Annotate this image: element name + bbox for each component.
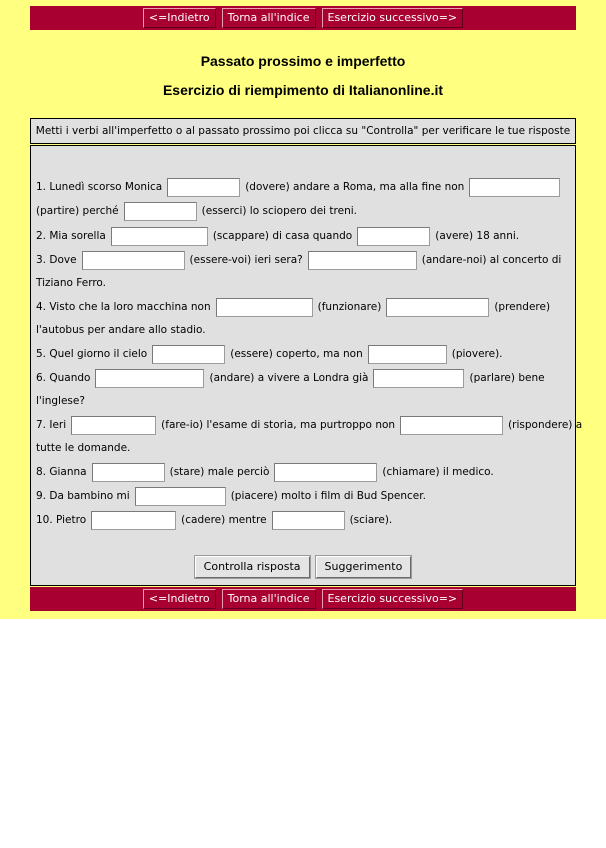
answer-3a-input[interactable] bbox=[82, 251, 185, 270]
answer-1c-input[interactable] bbox=[124, 202, 197, 221]
answer-6b-input[interactable] bbox=[373, 369, 464, 388]
sentence-6-line-2 bbox=[36, 390, 85, 412]
sentence-text: 2. Mia sorella bbox=[36, 230, 106, 242]
answer-8a-input[interactable] bbox=[92, 463, 165, 482]
sentence-text: 8. Gianna bbox=[36, 466, 87, 478]
sentence-text: l'autobus per andare allo stadio. bbox=[36, 324, 206, 336]
sentence-text: Tiziano Ferro. bbox=[36, 277, 107, 289]
sentence-text: (fare-io) l'esame di storia, ma purtroppo non bbox=[161, 419, 396, 431]
answer-8b-input[interactable] bbox=[274, 463, 377, 482]
check-answer-button[interactable]: Controlla risposta bbox=[195, 556, 310, 578]
sentence-1-line-2 bbox=[36, 200, 357, 222]
answer-9a-input[interactable] bbox=[135, 487, 226, 506]
sentence-text: (esserci) lo sciopero dei treni. bbox=[201, 205, 357, 217]
back-button[interactable]: <=Indietro bbox=[143, 589, 216, 609]
instructions-box: Metti i verbi all'imperfetto o al passato prossimo poi clicca su "Controlla" per verificare le tue risposte bbox=[30, 118, 576, 144]
page-title: Passato prossimo e imperfetto bbox=[200, 53, 406, 69]
index-button[interactable]: Torna all'indice bbox=[222, 589, 316, 609]
sentence-text: (avere) 18 anni. bbox=[435, 230, 520, 242]
answer-7b-input[interactable] bbox=[400, 416, 503, 435]
sentence-3-line-2 bbox=[36, 272, 106, 294]
bottom-navigation-bar bbox=[30, 587, 576, 611]
sentence-text: 5. Quel giorno il cielo bbox=[36, 348, 148, 360]
answer-3b-input[interactable] bbox=[308, 251, 417, 270]
hint-button[interactable]: Suggerimento bbox=[316, 556, 412, 578]
answer-4a-input[interactable] bbox=[216, 298, 313, 317]
sentence-text: 6. Quando bbox=[36, 372, 91, 384]
sentence-5 bbox=[36, 343, 503, 365]
sentence-text: (essere) coperto, ma non bbox=[230, 348, 363, 360]
sentence-1-line-1 bbox=[36, 176, 565, 198]
index-button[interactable]: Torna all'indice bbox=[222, 8, 316, 28]
answer-2b-input[interactable] bbox=[357, 227, 430, 246]
sentence-2 bbox=[36, 225, 519, 247]
sentence-text: (piovere). bbox=[451, 348, 503, 360]
sentence-text: l'inglese? bbox=[36, 395, 85, 407]
sentence-text: (cadere) mentre bbox=[181, 514, 267, 526]
sentence-4-line-2 bbox=[36, 319, 206, 341]
answer-10b-input[interactable] bbox=[272, 511, 345, 530]
sentence-text: 9. Da bambino mi bbox=[36, 490, 130, 502]
answer-4b-input[interactable] bbox=[386, 298, 489, 317]
sentence-text: (scappare) di casa quando bbox=[212, 230, 353, 242]
next-exercise-button[interactable]: Esercizio successivo=> bbox=[322, 8, 464, 28]
answer-6a-input[interactable] bbox=[95, 369, 204, 388]
sentence-text: (essere-voi) ieri sera? bbox=[189, 254, 303, 266]
sentence-text: (andare-noi) al concerto di bbox=[421, 254, 562, 266]
sentence-text: (parlare) bene bbox=[469, 372, 545, 384]
sentence-text: (funzionare) bbox=[317, 301, 382, 313]
back-button[interactable]: <=Indietro bbox=[143, 8, 216, 28]
sentence-text: (prendere) bbox=[494, 301, 551, 313]
answer-5a-input[interactable] bbox=[152, 345, 225, 364]
sentence-text: 4. Visto che la loro macchina non bbox=[36, 301, 211, 313]
sentence-6-line-1 bbox=[36, 367, 545, 389]
sentence-text: (chiamare) il medico. bbox=[382, 466, 494, 478]
answer-1b-input[interactable] bbox=[469, 178, 560, 197]
sentence-text: (dovere) andare a Roma, ma alla fine non bbox=[245, 181, 465, 193]
next-exercise-button[interactable]: Esercizio successivo=> bbox=[322, 589, 464, 609]
sentence-text: (andare) a vivere a Londra già bbox=[209, 372, 369, 384]
sentence-10 bbox=[36, 509, 392, 531]
sentence-text: (rispondere) a bbox=[508, 419, 583, 431]
sentence-text: 1. Lunedì scorso Monica bbox=[36, 181, 163, 193]
exercise-box bbox=[30, 145, 583, 586]
answer-1a-input[interactable] bbox=[167, 178, 240, 197]
sentence-text: 3. Dove bbox=[36, 254, 77, 266]
sentence-7-line-1 bbox=[36, 414, 582, 436]
sentence-4-line-1 bbox=[36, 296, 550, 318]
answer-5b-input[interactable] bbox=[368, 345, 447, 364]
sentence-text: (piacere) molto i film di Bud Spencer. bbox=[230, 490, 426, 502]
page-subtitle: Esercizio di riempimento di Italianonline.it bbox=[162, 82, 444, 98]
sentence-7-line-2 bbox=[36, 437, 130, 459]
answer-2a-input[interactable] bbox=[111, 227, 208, 246]
sentence-text: tutte le domande. bbox=[36, 442, 131, 454]
answer-10a-input[interactable] bbox=[91, 511, 176, 530]
action-buttons bbox=[31, 556, 575, 578]
answer-7a-input[interactable] bbox=[71, 416, 156, 435]
sentence-text: (stare) male perciò bbox=[169, 466, 270, 478]
sentence-text: 7. Ieri bbox=[36, 419, 67, 431]
sentence-3-line-1 bbox=[36, 249, 561, 271]
top-navigation-bar bbox=[30, 6, 576, 30]
sentence-text: (sciare). bbox=[349, 514, 393, 526]
sentence-8 bbox=[36, 461, 494, 483]
sentence-text: 10. Pietro bbox=[36, 514, 87, 526]
sentence-text: (partire) perché bbox=[36, 205, 119, 217]
sentence-9 bbox=[36, 485, 426, 507]
